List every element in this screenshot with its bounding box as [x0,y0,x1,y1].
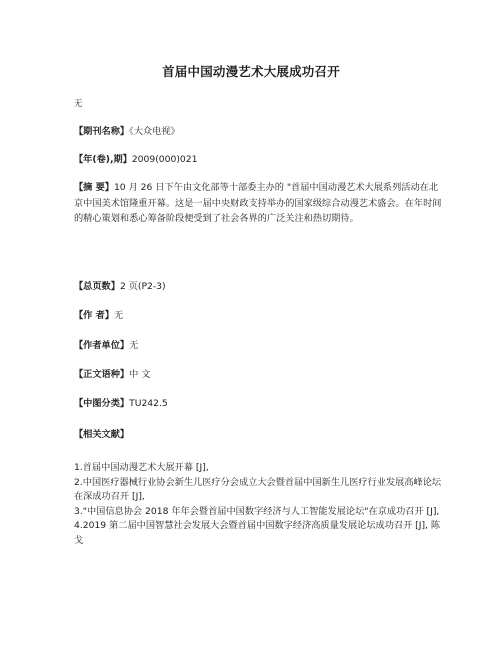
language-field [74,368,444,382]
affiliation-value: 无 [129,340,139,351]
reference-item[interactable]: 2.中国医疗器械行业协会新生儿医疗分会成立大会暨首届中国新生儿医疗行业发展高峰论坛在深成功召开 [J], [74,476,442,503]
affiliation-label: 【作者单位】 [74,340,130,351]
year-value: 2009(000)021 [131,154,198,165]
author-field [74,309,444,323]
author-label: 【作 者】 [74,310,114,321]
related-heading [74,428,444,442]
year-field [74,153,444,167]
reference-item[interactable]: 1.首届中国动漫艺术大展开幕 [J], [74,462,209,473]
year-label: 【年(卷),期】 [74,154,132,165]
journal-value: 《大众电视》 [129,126,180,137]
journal-field [74,125,444,139]
classification-label: 【中图分类】 [74,398,130,409]
classification-value: TU242.5 [129,398,168,409]
author-line: 无 [74,99,83,109]
author-value: 无 [113,310,124,321]
pages-label: 【总页数】 [74,281,120,292]
abstract-label: 【摘 要】 [74,182,114,193]
pages-field [74,280,444,294]
reference-list [74,461,444,549]
reference-item[interactable]: 3."中国信息协会 2018 年年会暨首届中国数字经济与人工智能发展论坛"在京成功召开 [J], [74,505,440,517]
language-label: 【正文语种】 [74,369,130,380]
affiliation-field [74,339,444,353]
journal-label: 【期刊名称】 [74,126,130,137]
language-value: 中 文 [129,369,151,380]
document-title: 首届中国动漫艺术大展成功召开 [162,64,340,79]
abstract-field [74,180,444,227]
reference-item[interactable]: 4.2019 第二届中国智慧社会发展大会暨首届中国数字经济高质量发展论坛成功召开 [J], 陈戈 [74,520,441,546]
related-label: 【相关文献】 [74,429,130,440]
classification-field [74,397,444,411]
pages-value: 2 页(P2-3) [119,281,166,292]
abstract-value: 10 月 26 日下午由文化部等十部委主办的 "首届中国动漫艺术大展系列活动在北京中国美术馆隆重开幕。这是一届中央财政支持举办的国家级综合动漫艺术盛会。在年时间的精心策划和悉心筹备阶段便受到了社会各界的广泛关注和热切期待。 [74,182,442,224]
